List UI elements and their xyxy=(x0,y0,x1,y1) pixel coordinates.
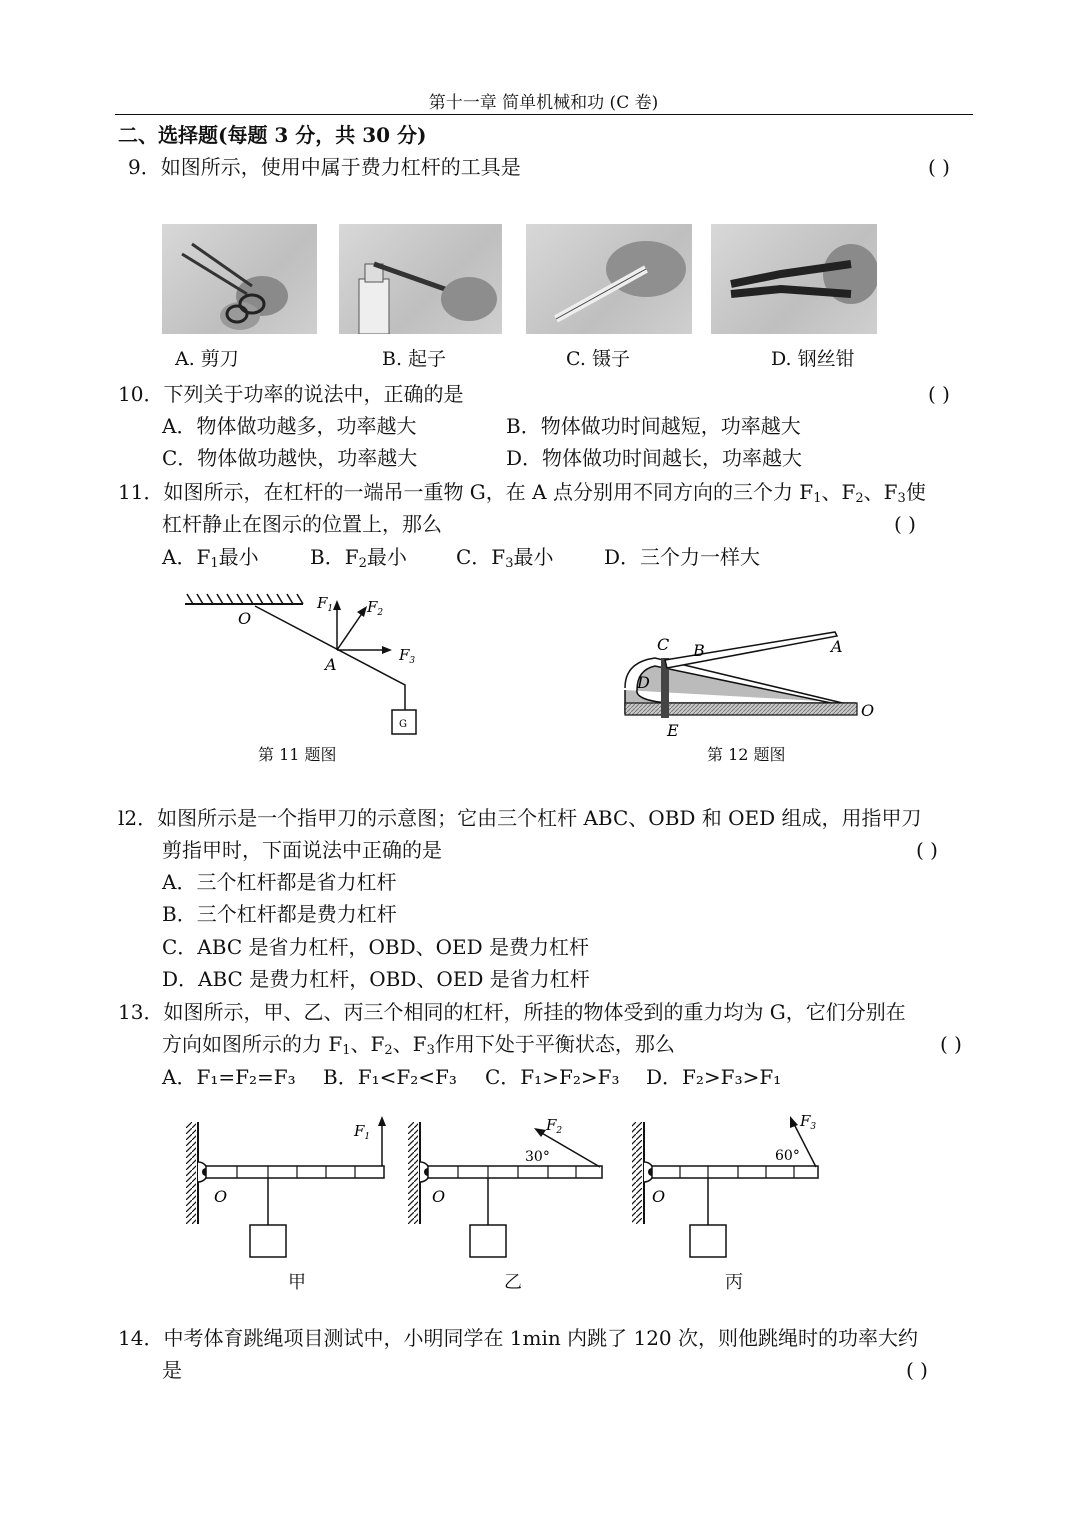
lever-jia xyxy=(186,1116,386,1257)
q11-line1: 11．如图所示，在杠杆的一端吊一重物 G，在 A 点分别用不同方向的三个力 $F_1$、$F_2$、$F_3$使 xyxy=(118,480,926,506)
q10-option-c[interactable]: C．物体做功越快，功率越大 xyxy=(162,446,418,470)
pliers-photo xyxy=(711,224,877,334)
q13-option-c[interactable]: C．F₁>F₂>F₃ xyxy=(485,1065,620,1089)
fig11-o-label: O xyxy=(238,609,252,628)
q13-option-b[interactable]: B．F₁<F₂<F₃ xyxy=(323,1065,457,1089)
fig12-a-label: A xyxy=(831,637,843,656)
fig11-g-label: G xyxy=(399,719,407,730)
q13-answer-paren[interactable]: ( ) xyxy=(940,1032,962,1056)
q9-option-d[interactable]: D. 钢丝钳 xyxy=(771,348,855,370)
figure-12 xyxy=(615,628,885,743)
q12-option-b[interactable]: B．三个杠杆都是费力杠杆 xyxy=(162,902,397,926)
q10-option-b[interactable]: B．物体做功时间越短，功率越大 xyxy=(506,414,801,438)
q12-option-c[interactable]: C．ABC 是省力杠杆，OBD、OED 是费力杠杆 xyxy=(162,935,589,959)
fig13-f2-label: $F_2$ xyxy=(546,1116,563,1136)
q9-option-c[interactable]: C. 镊子 xyxy=(566,348,630,370)
fig12-e-label: E xyxy=(667,721,679,740)
q13-option-a[interactable]: A．F₁=F₂=F₃ xyxy=(162,1065,296,1089)
fig11-f2-label: $F_2$ xyxy=(367,598,384,618)
q12-option-a[interactable]: A．三个杠杆都是省力杠杆 xyxy=(162,870,397,894)
q10-answer-paren[interactable]: ( ) xyxy=(928,382,950,406)
q13-line2: 方向如图所示的力 $F_1$、$F_2$、$F_3$作用下处于平衡状态，那么 xyxy=(162,1032,675,1058)
bottle-opener-photo xyxy=(339,224,502,334)
fig11-f1-label: $F_1$ xyxy=(317,594,334,614)
header-rule xyxy=(115,114,973,115)
tweezers-icon xyxy=(526,224,692,334)
q11-option-c[interactable]: C．$F_3$最小 xyxy=(456,545,554,571)
q13-option-d[interactable]: D．F₂>F₃>F₁ xyxy=(646,1065,782,1089)
fig12-caption: 第 12 题图 xyxy=(707,745,786,764)
fig13-o-yi: O xyxy=(432,1187,446,1206)
fig12-d-label: D xyxy=(637,673,650,692)
q11-option-a[interactable]: A．$F_1$最小 xyxy=(162,545,259,571)
fig11-caption: 第 11 题图 xyxy=(258,745,337,764)
q12-answer-paren[interactable]: ( ) xyxy=(916,838,938,862)
q14-line1: 14．中考体育跳绳项目测试中，小明同学在 1min 内跳了 120 次，则他跳绳时的功率大约 xyxy=(118,1326,919,1350)
fig13-f3-label: $F_3$ xyxy=(800,1112,817,1132)
fig12-o-label: O xyxy=(861,701,875,720)
q10-option-a[interactable]: A．物体做功越多，功率越大 xyxy=(162,414,417,438)
section-title: 二、选择题(每题 3 分，共 30 分) xyxy=(118,123,427,147)
fig13-o-bing: O xyxy=(652,1187,666,1206)
q14-answer-paren[interactable]: ( ) xyxy=(906,1358,928,1382)
q9-stem: 9．如图所示，使用中属于费力杠杆的工具是 xyxy=(128,155,521,179)
fig11-f3-label: $F_3$ xyxy=(399,646,416,666)
pliers-icon xyxy=(711,224,877,334)
q12-option-d[interactable]: D．ABC 是费力杠杆，OBD、OED 是省力杠杆 xyxy=(162,967,590,991)
q12-line1: l2．如图所示是一个指甲刀的示意图；它由三个杠杆 ABC、OBD 和 OED 组成，用指甲刀 xyxy=(118,806,922,830)
q10-stem: 10．下列关于功率的说法中，正确的是 xyxy=(118,382,464,406)
bottle-opener-icon xyxy=(339,224,502,334)
scissors-icon xyxy=(162,224,317,334)
q9-option-b[interactable]: B. 起子 xyxy=(382,348,447,370)
page-header: 第十一章 简单机械和功 (C 卷) xyxy=(428,93,659,113)
q11-option-b[interactable]: B．$F_2$最小 xyxy=(310,545,407,571)
q9-answer-paren[interactable]: ( ) xyxy=(928,155,950,179)
fig13-o-jia: O xyxy=(214,1187,228,1206)
q13-line1: 13．如图所示，甲、乙、丙三个相同的杠杆，所挂的物体受到的重力均为 G，它们分别在 xyxy=(118,1000,906,1024)
fig13-label-bing: 丙 xyxy=(725,1272,743,1293)
fig12-b-label: B xyxy=(693,641,705,660)
fig12-c-label: C xyxy=(657,635,670,654)
fig11-a-label: A xyxy=(325,655,337,674)
q11-answer-paren[interactable]: ( ) xyxy=(894,512,916,536)
lever-yi xyxy=(408,1116,602,1257)
fig13-f1-label: $F_1$ xyxy=(354,1122,371,1142)
fig13-angle-60: 60° xyxy=(775,1148,800,1164)
q11-option-d[interactable]: D．三个力一样大 xyxy=(604,545,761,569)
fig13-angle-30: 30° xyxy=(525,1149,550,1165)
q12-line2: 剪指甲时，下面说法中正确的是 xyxy=(162,838,442,862)
scissors-photo xyxy=(162,224,317,334)
figure-13 xyxy=(180,1110,840,1260)
q14-line2: 是 xyxy=(162,1358,182,1382)
fig13-label-jia: 甲 xyxy=(288,1272,306,1293)
q11-line2: 杠杆静止在图示的位置上，那么 xyxy=(162,512,442,536)
q9-option-a[interactable]: A. 剪刀 xyxy=(175,348,239,370)
lever-bing xyxy=(632,1112,818,1257)
fig13-label-yi: 乙 xyxy=(504,1272,522,1293)
q10-option-d[interactable]: D．物体做功时间越长，功率越大 xyxy=(506,446,803,470)
tweezers-photo xyxy=(526,224,692,334)
